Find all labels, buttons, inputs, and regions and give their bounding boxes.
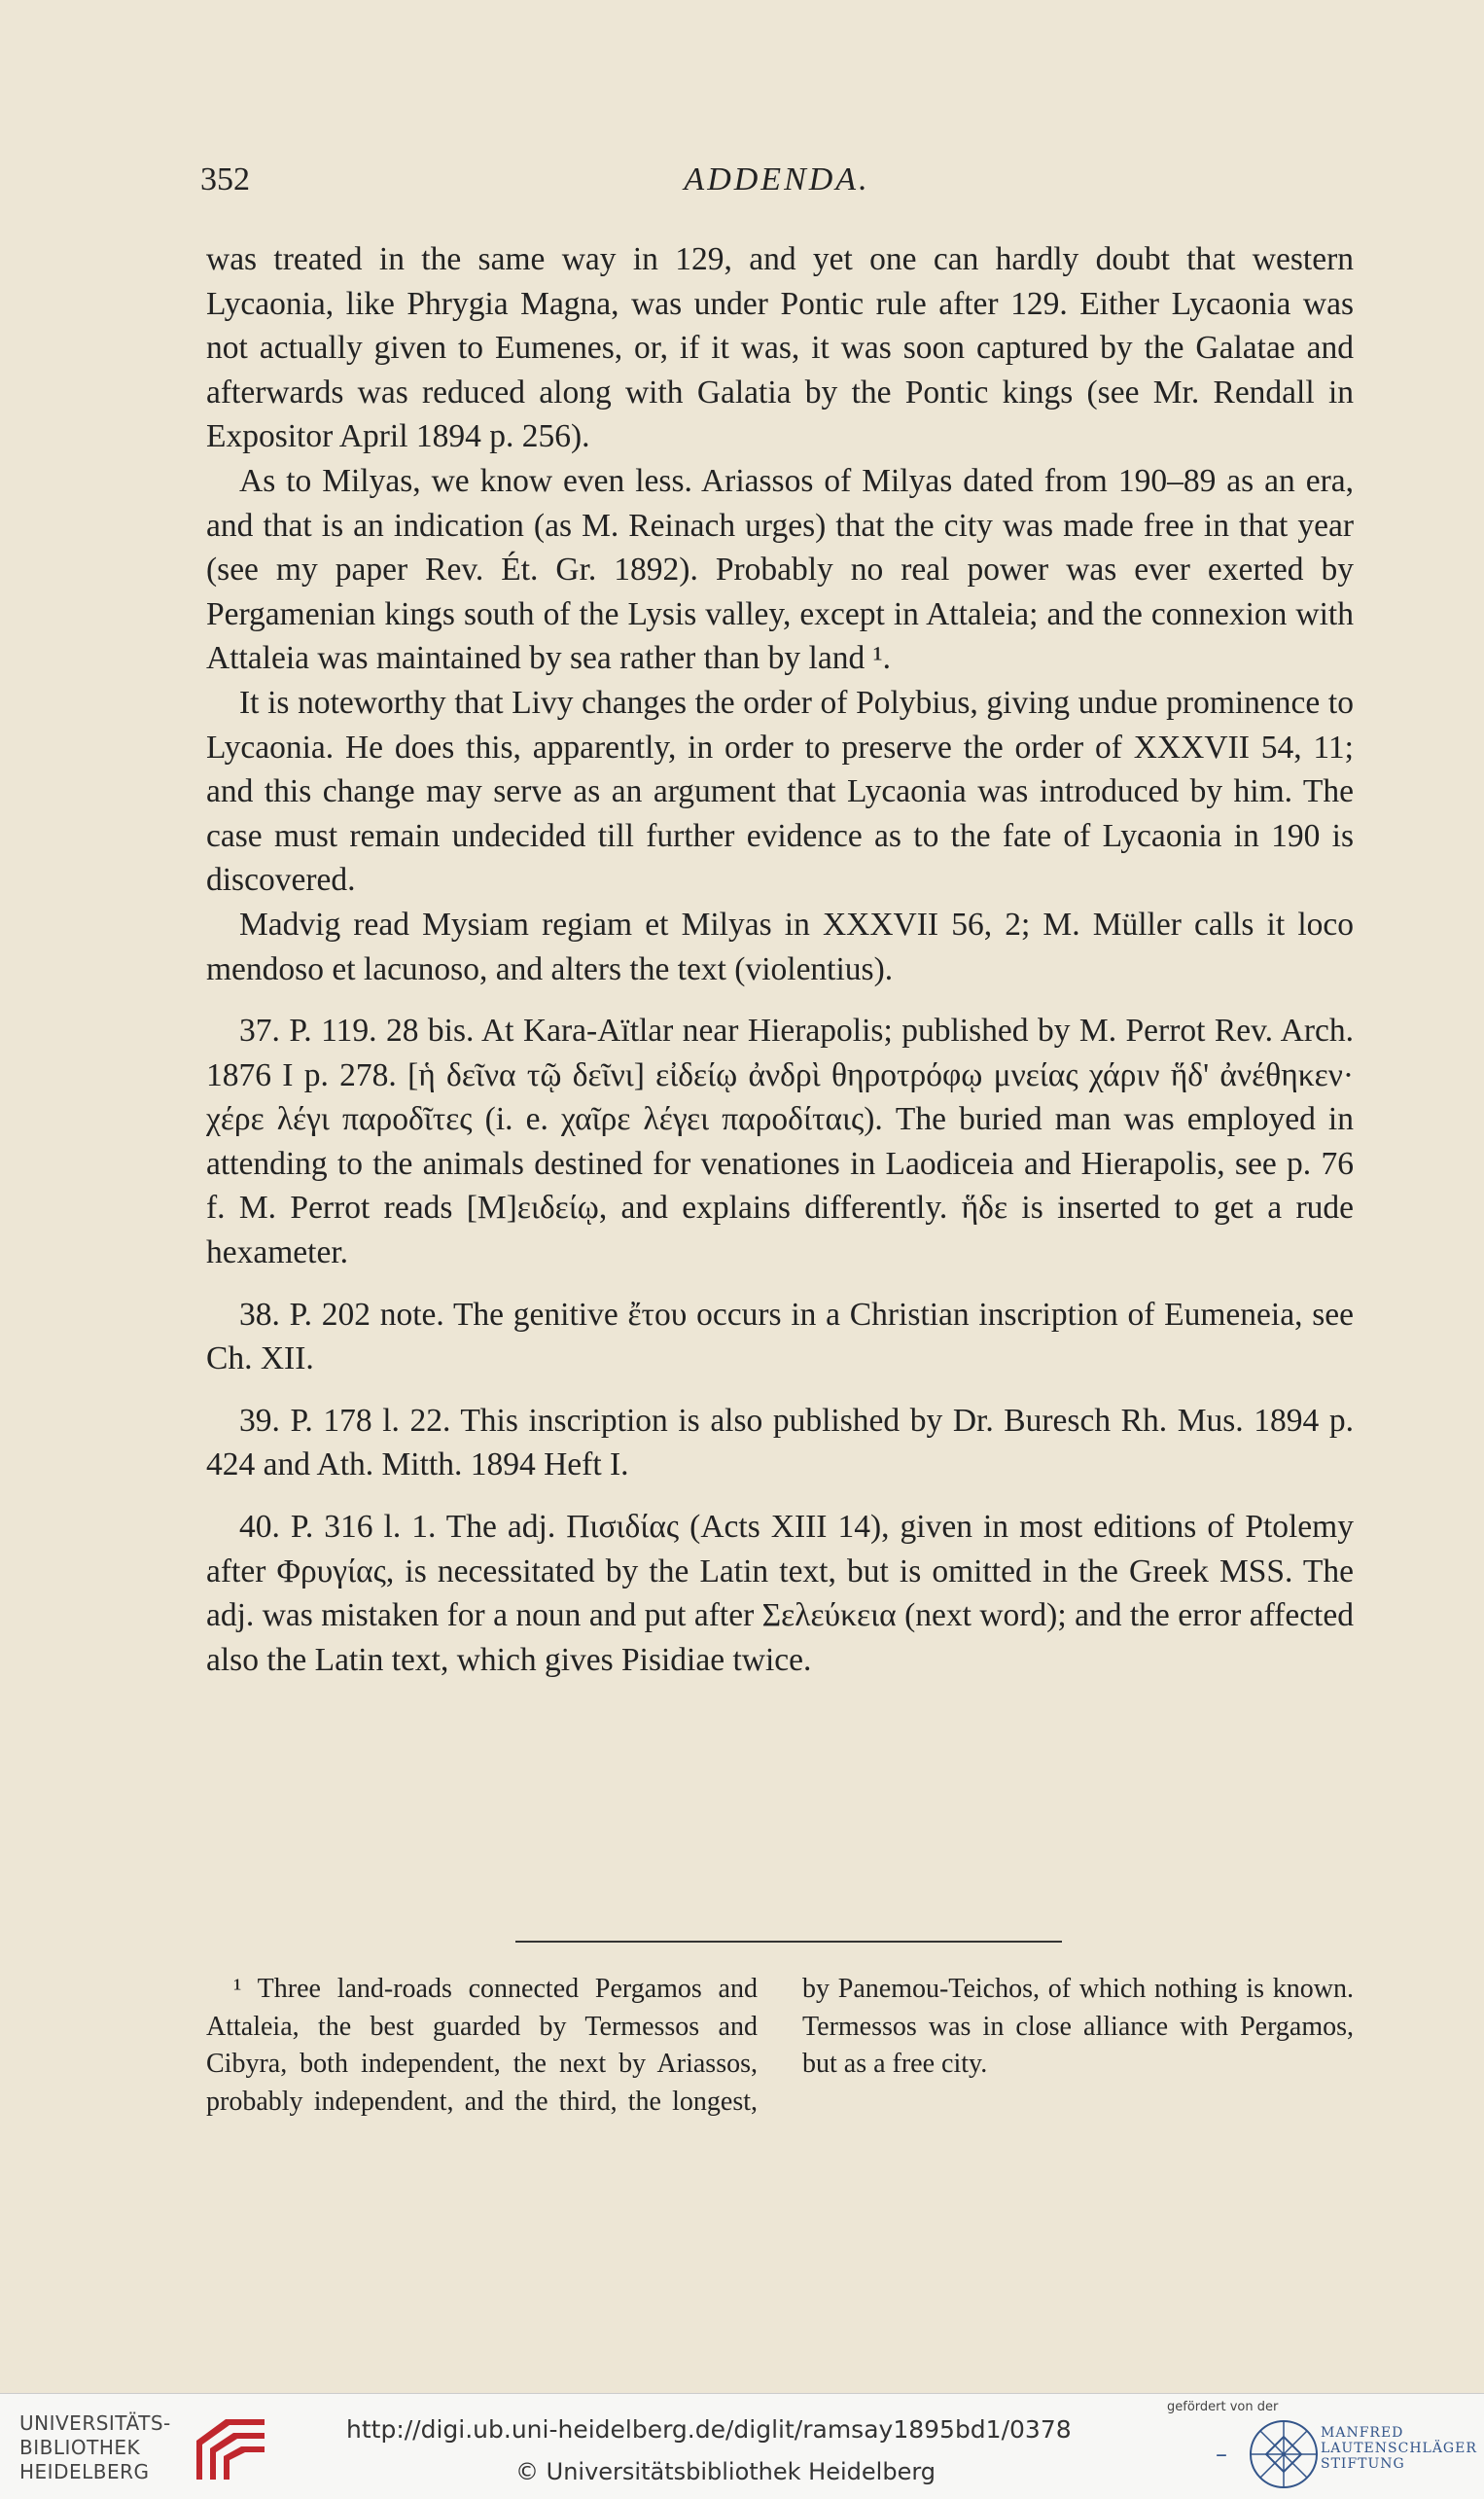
- paragraph-38: 38. P. 202 note. The genitive ἔτου occurs in a Christian inscription of Eumeneia, see Ch. XII.: [206, 1296, 1354, 1377]
- library-logo-icon: [187, 2411, 274, 2489]
- footnote-rule: [515, 1941, 1062, 1943]
- paragraph-3: It is noteworthy that Livy changes the order of Polybius, giving undue prominence to Lycaonia. He does this, apparently, in order to preserve the order of XXXVII 54, 11; and this change may serve as an argument that Lycaonia was introduced by him. The case must remain undecided till further evidence as to the fate of Lycaonia in 190 is discovered.: [206, 684, 1354, 899]
- library-name-line: HEIDELBERG: [19, 2460, 150, 2483]
- footer-dash: –: [1216, 2441, 1227, 2468]
- library-name-line: UNIVERSITÄTS-: [19, 2411, 171, 2435]
- foundation-name-line: STIFTUNG: [1321, 2456, 1405, 2472]
- foundation-logo-icon: [1245, 2415, 1323, 2493]
- permalink-url[interactable]: http://digi.ub.uni-heidelberg.de/diglit/ramsay1895bd1/0378: [346, 2415, 1072, 2444]
- page-header: [200, 161, 1354, 210]
- sponsor-caption: gefördert von der: [1167, 2400, 1279, 2414]
- footnote: [206, 1971, 1354, 2121]
- footer-bar: [0, 2393, 1484, 2499]
- library-name: [19, 2411, 171, 2484]
- running-head: ADDENDA.: [684, 161, 870, 197]
- page-number: 352: [200, 161, 250, 197]
- paragraph-39: 39. P. 178 l. 22. This inscription is also published by Dr. Buresch Rh. Mus. 1894 p. 424 and Ath. Mitth. 1894 Heft I.: [206, 1402, 1354, 1483]
- paragraph-40: 40. P. 316 l. 1. The adj. Πισιδίας (Acts XIII 14), given in most editions of Ptolemy after Φρυγίας, is necessitated by the Latin text, but is omitted in the Greek MSS. The adj. was mistaken for a noun and put after Σελεύκεια (next word); and the error affected also the Latin text, which gives Pisidiae twice.: [206, 1509, 1354, 1678]
- library-name-line: BIBLIOTHEK: [19, 2436, 141, 2459]
- paragraph-1: was treated in the same way in 129, and yet one can hardly doubt that western Lycaonia, like Phrygia Magna, was under Pontic rule after 129. Either Lycaonia was not actually given to Eumenes, or, if it was, it was soon captured by the Galatae and afterwards was reduced along with Galatia by the Pontic kings (see Mr. Rendall in Expositor April 1894 p. 256).: [206, 241, 1354, 455]
- body-text: [206, 237, 1354, 1682]
- paragraph-4: Madvig read Mysiam regiam et Milyas in XXXVII 56, 2; M. Müller calls it loco mendoso et lacunoso, and alters the text (violentius).: [206, 906, 1354, 987]
- footnote-text: ¹ Three land-roads connected Pergamos and Attaleia, the best guarded by Termessos and Cibyra, both independent, the next by Ariassos, probably independent, and the third, the longest, by Panemou-Teichos, of which nothing is known. Termessos was in close alliance with Pergamos, but as a free city.: [206, 1974, 1354, 2117]
- foundation-name: [1321, 2425, 1477, 2472]
- copyright-notice: © Universitätsbibliothek Heidelberg: [515, 2458, 936, 2485]
- foundation-name-line: MANFRED: [1321, 2425, 1404, 2441]
- paragraph-37: 37. P. 119. 28 bis. At Kara-Aïtlar near Hierapolis; published by M. Perrot Rev. Arch. 1876 I p. 278. [ἡ δεῖνα τῷ δεῖνι] εἰδείῳ ἀνδρὶ θηροτρόφῳ μνείας χάριν ἥδ' ἀνέθηκεν· χέρε λέγι παροδῖτες (i. e. χαῖρε λέγει παροδίταις). The buried man was employed in attending to the animals destined for venationes in Laodiceia and Hierapolis, see p. 76 f. M. Perrot reads [Μ]ειδείῳ, and explains differently. ἥδε is inserted to get a rude hexameter.: [206, 1013, 1354, 1271]
- paragraph-2: As to Milyas, we know even less. Ariassos of Milyas dated from 190–89 as an era, and that is an indication (as M. Reinach urges) that the city was made free in that year (see my paper Rev. Ét. Gr. 1892). Probably no real power was ever exerted by Pergamenian kings south of the Lysis valley, except in Attaleia; and the connexion with Attaleia was maintained by sea rather than by land ¹.: [206, 462, 1354, 677]
- foundation-name-line: LAUTENSCHLÄGER: [1321, 2441, 1477, 2456]
